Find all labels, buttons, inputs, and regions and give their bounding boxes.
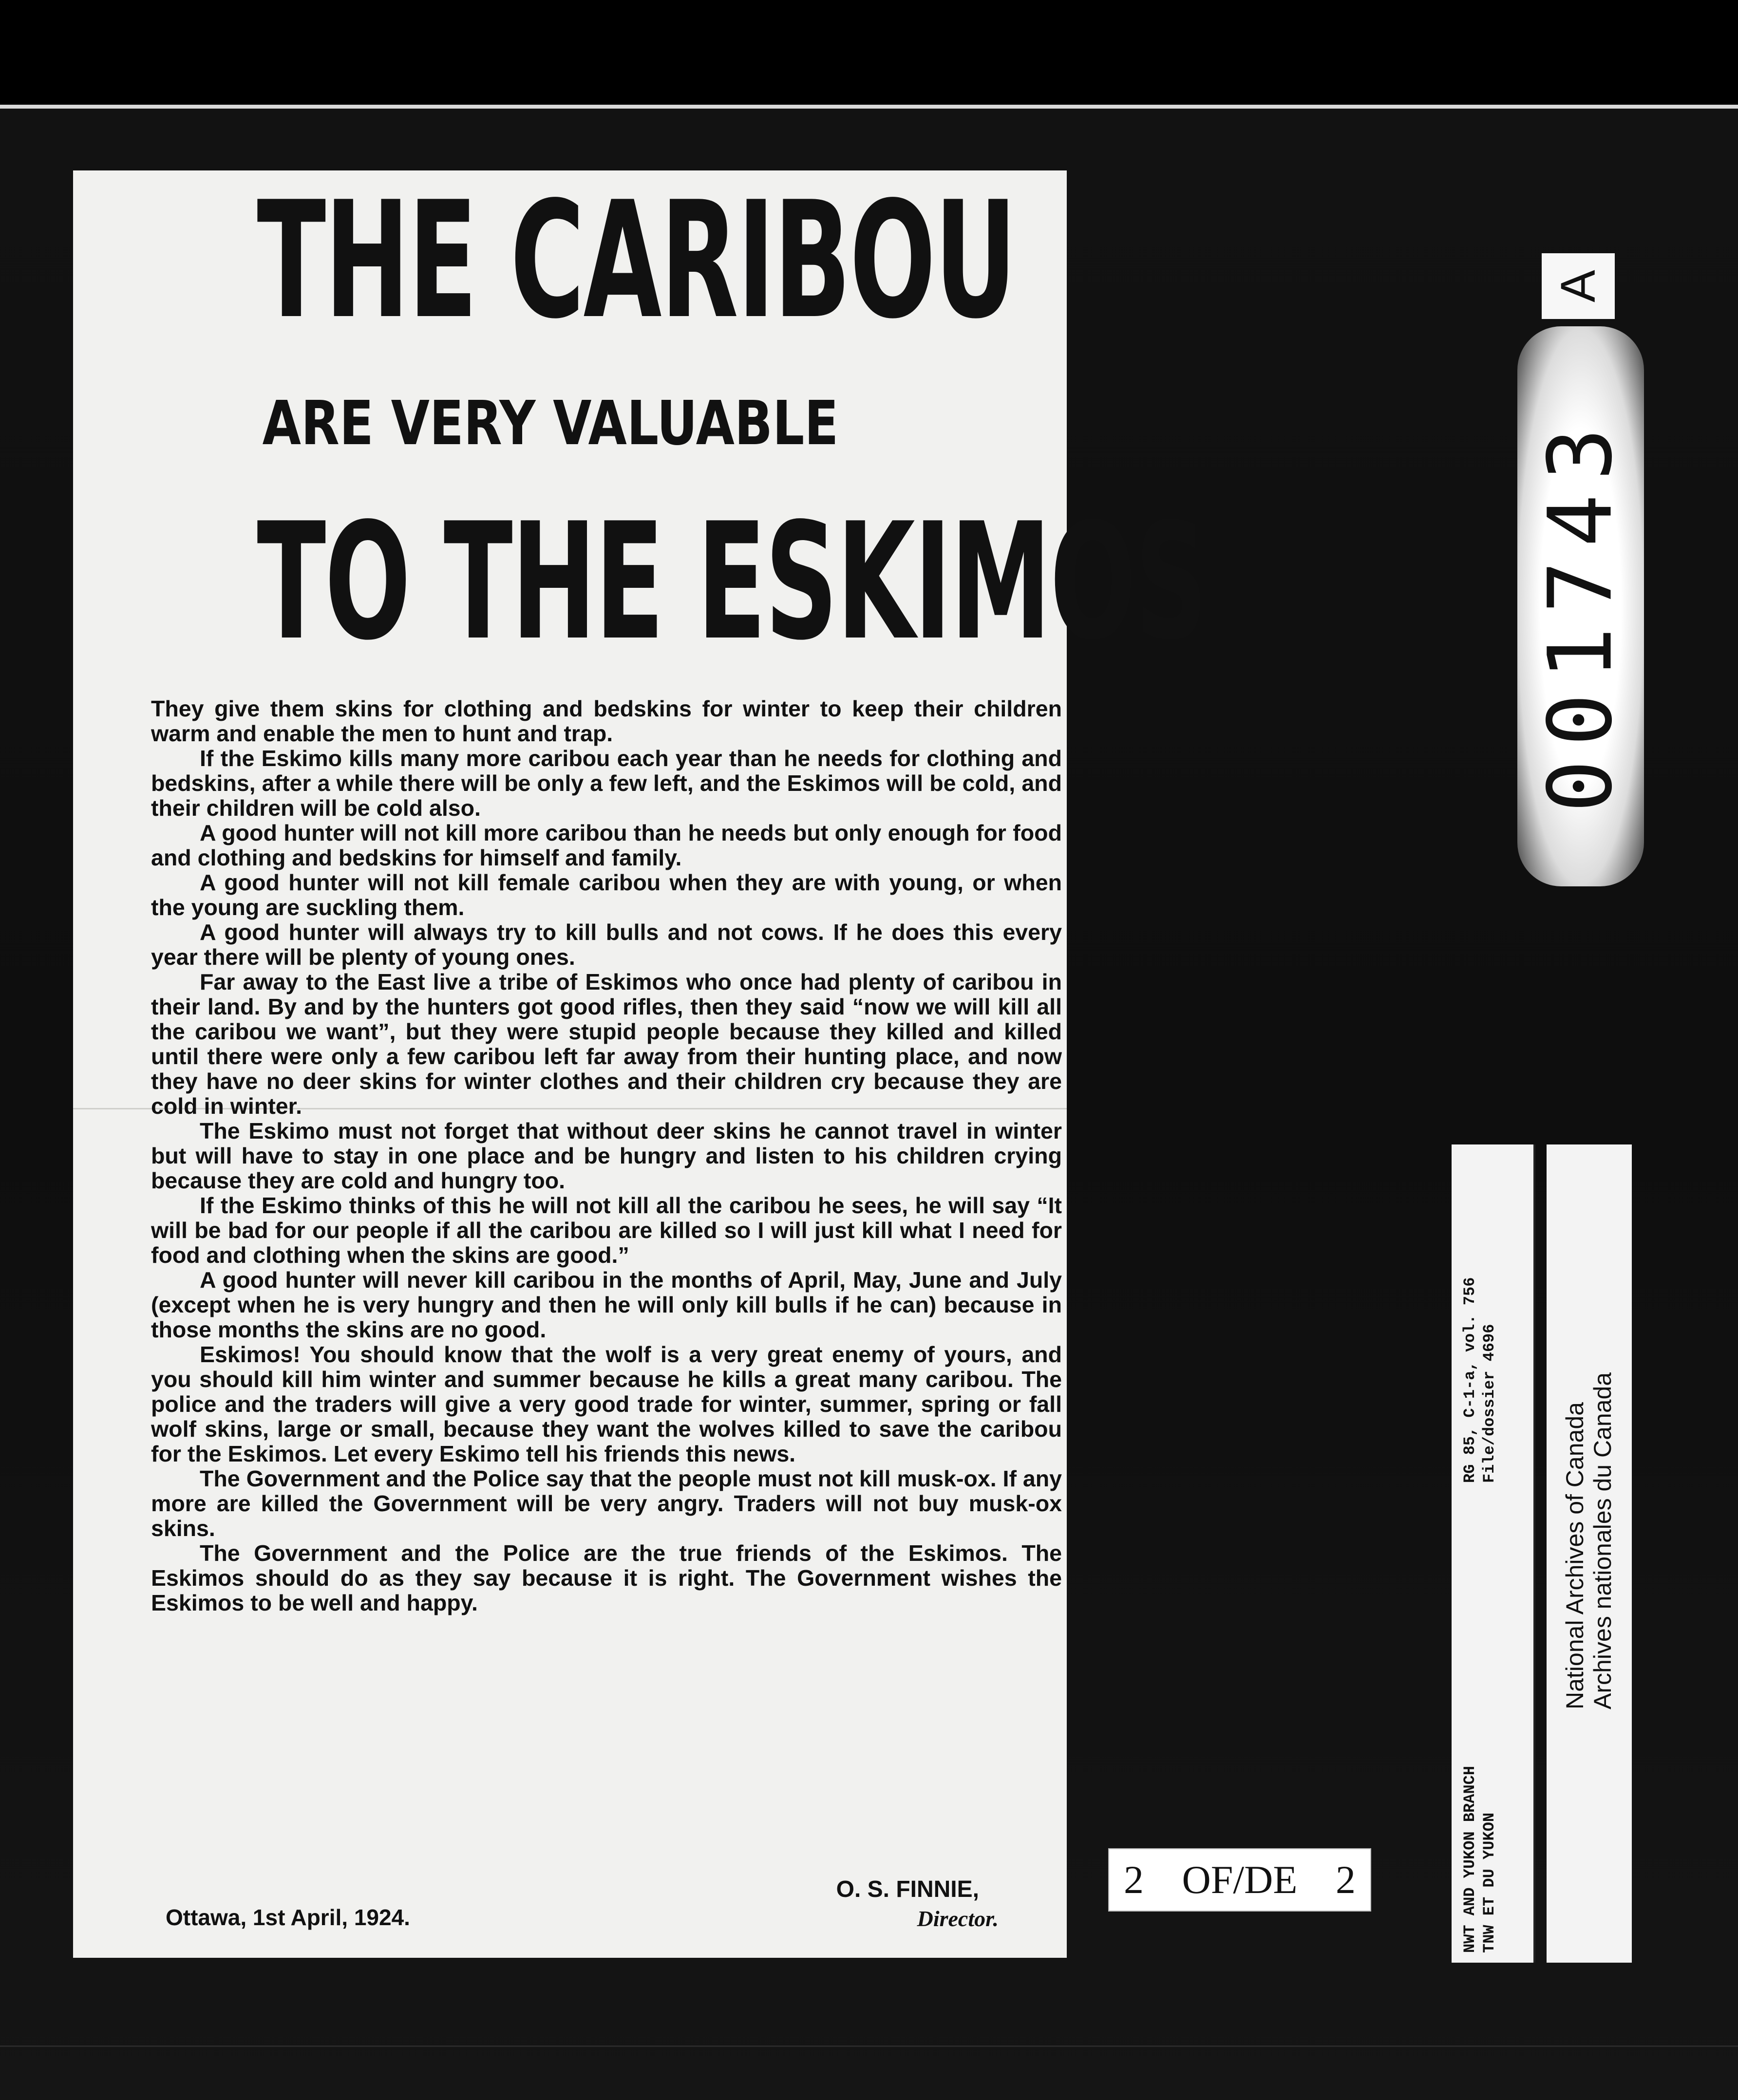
reel-total: 2 — [1335, 1857, 1356, 1902]
archive-reference-line: RG 85, C-1-a, vol. 756 — [1461, 1277, 1479, 1483]
notice-paragraph: The Government and the Police say that the people must not kill musk-ox. If any more are killed the Government will be very angry. Traders will not buy musk-ox skins. — [151, 1466, 1062, 1541]
top-film-edge — [0, 105, 1738, 109]
dateline: Ottawa, 1st April, 1924. — [166, 1905, 410, 1930]
notice-paragraph: Far away to the East live a tribe of Eskimos who once had plenty of caribou in their land. By and by the hunters got good rifles, then they said “now we will kill all the caribou we want”, but they were stupid people because they killed and killed until there were only a few caribou left far away from their hunting place, and now they have no deer skins for winter clothes and their children cry because they are cold in winter. — [151, 969, 1062, 1119]
notice-paragraph: The Eskimo must not forget that without deer skins he cannot travel in winter but will have to stay in one place and be hungry and listen to his children crying because they are cold and hungry too. — [151, 1118, 1062, 1193]
signatory-title: Director. — [917, 1906, 999, 1931]
archive-file-line: File/dossier 4696 — [1480, 1324, 1498, 1483]
reel-of-de: OF/DE — [1182, 1857, 1298, 1902]
notice-paragraph: A good hunter will not kill female caribou when they are with young, or when the young are suckling them. — [151, 870, 1062, 920]
notice-body — [151, 696, 1062, 1615]
notice-paragraph: A good hunter will never kill caribou in the months of April, May, June and July (except when he is very hungry and then he will only kill bulls if he can) because in those months the skins are no good. — [151, 1267, 1062, 1342]
notice-paragraph: The Government and the Police are the true friends of the Eskimos. The Eskimos should do as they say because it is right. The Government wishes the Eskimos to be well and happy. — [151, 1540, 1062, 1615]
headline-the-caribou: THE CARIBOU — [257, 167, 1016, 354]
notice-paragraph: A good hunter will always try to kill bulls and not cows. If he does this every year there will be plenty of young ones. — [151, 919, 1062, 970]
archive-name-en: National Archives of Canada — [1561, 1402, 1588, 1709]
reel-current: 2 — [1124, 1857, 1144, 1902]
caribou-notice-poster — [73, 167, 1207, 1958]
branch-name-en: NWT AND YUKON BRANCH — [1461, 1765, 1479, 1953]
frame-number: 001743 — [1530, 414, 1632, 813]
notice-paragraph: They give them skins for clothing and bedskins for winter to keep their children warm and enable the men to hunt and trap. — [151, 696, 1062, 746]
branch-name-fr: TNW ET DU YUKON — [1480, 1812, 1498, 1953]
reel-count-label — [1108, 1848, 1371, 1912]
signature-block — [658, 1875, 999, 1933]
headline-to-the-eskimos: TO THE ESKIMOS — [257, 488, 1207, 675]
frame-letter: A — [1550, 270, 1606, 302]
frame-letter-tab — [1542, 253, 1615, 319]
bottom-film-edge — [0, 2045, 1738, 2047]
headline-are-very-valuable: ARE VERY VALUABLE — [262, 388, 839, 459]
notice-paragraph: If the Eskimo kills many more caribou each year than he needs for clothing and bedskins, after a while there will be only a few left, and the Eskimos will be cold, and their children will be cold also. — [151, 746, 1062, 821]
notice-paragraph: Eskimos! You should know that the wolf is a very great enemy of yours, and you should kill him winter and summer because he kills a great many caribou. The police and the traders will give a very good trade for winter, summer, spring or fall wolf skins, large or small, because they want the wolves killed to save the caribou for the Eskimos. Let every Eskimo tell his friends this news. — [151, 1342, 1062, 1466]
archive-name-fr: Archives nationales du Canada — [1589, 1372, 1616, 1709]
signatory-name: O. S. FINNIE, — [836, 1876, 979, 1902]
notice-paragraph: If the Eskimo thinks of this he will not kill all the caribou he sees, he will say “It will be bad for our people if all the caribou are killed so I will just kill what I need for food and clothing when the skins are good.” — [151, 1193, 1062, 1268]
strip-divider — [1533, 1144, 1535, 1963]
notice-paragraph: A good hunter will not kill more caribou than he needs but only enough for food and clothing and bedskins for himself and family. — [151, 820, 1062, 870]
top-film-margin — [0, 0, 1738, 105]
